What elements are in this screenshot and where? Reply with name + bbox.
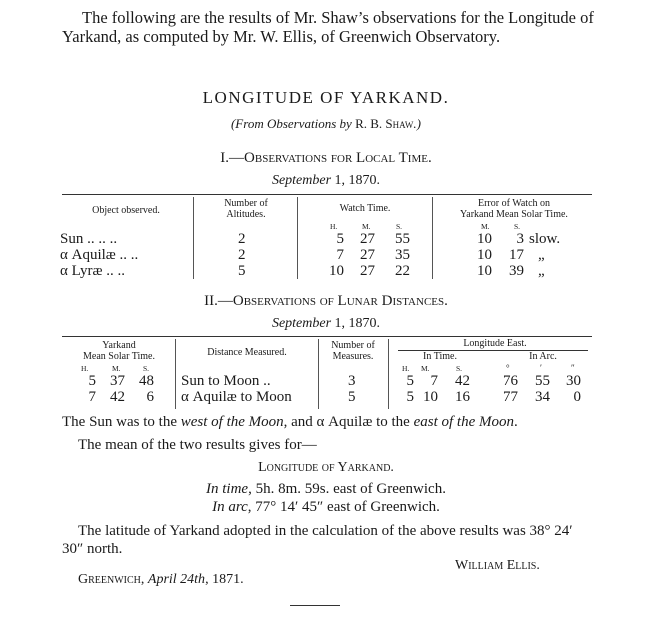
- row-arc-minutes: 34: [535, 389, 550, 405]
- result-in-time-label: In time: [206, 481, 249, 497]
- header-altitudes-line2: Altitudes.: [226, 209, 266, 220]
- mean-note: The mean of the two results gives for—: [78, 437, 317, 453]
- date-year: , 1871.: [205, 572, 244, 587]
- section1-top-rule: [62, 194, 592, 195]
- row-time-minutes: 7: [430, 373, 438, 389]
- row-error-ditto: „: [538, 263, 545, 279]
- closing-rule: [290, 605, 340, 606]
- section1-divider: [297, 197, 298, 279]
- row-time-seconds: 42: [455, 373, 470, 389]
- unit-hours: H.: [81, 364, 89, 373]
- result-title: Longitude of Yarkand.: [258, 460, 394, 475]
- header-in-arc: In Arc.: [529, 351, 557, 362]
- row-yarkand-seconds: 48: [139, 373, 154, 389]
- place: Greenwich: [78, 572, 141, 587]
- signature: William Ellis.: [455, 558, 540, 573]
- row-time-hours: 5: [406, 389, 414, 405]
- page-title: LONGITUDE OF YARKAND.: [202, 88, 450, 107]
- row-error-minutes: 10: [477, 231, 492, 247]
- header-altitudes-line1: Number of: [224, 198, 268, 209]
- intro-paragraph: The following are the results of Mr. Shaw’s observations for the Longitude of Yarkand, as computed by Mr. W. Ellis, of Greenwich Observatory.: [62, 8, 594, 46]
- header-in-time: In Time.: [423, 351, 457, 362]
- row-error-ditto: „: [538, 247, 545, 263]
- section2-divider: [318, 339, 319, 409]
- row-watch-minutes: 27: [360, 231, 375, 247]
- row-time-minutes: 10: [423, 389, 438, 405]
- row-watch-hours: 7: [336, 247, 344, 263]
- header-number-of-altitudes: [198, 198, 294, 220]
- unit-minutes: M.: [112, 364, 121, 373]
- section1-divider: [193, 197, 194, 279]
- unit-hours: H.: [402, 364, 410, 373]
- row-yarkand-minutes: 37: [110, 373, 125, 389]
- result-in-time-value: , 5h. 8m. 59s. east of Greenwich.: [248, 481, 446, 497]
- row-arc-degrees: 77: [503, 389, 518, 405]
- row-error-minutes: 10: [477, 263, 492, 279]
- unit-minutes: M.: [421, 364, 430, 373]
- header-number-of-measures: [320, 340, 386, 362]
- subtitle-author: R. B. Shaw: [355, 116, 414, 131]
- section2-divider: [388, 339, 389, 409]
- sun-note-italic: east of the Moon: [413, 414, 514, 430]
- row-time-hours: 5: [406, 373, 414, 389]
- unit-seconds: S.: [396, 222, 403, 231]
- section2-date-rest: 1, 1870.: [331, 316, 381, 331]
- section2-date: [0, 316, 652, 332]
- row-time-seconds: 16: [455, 389, 470, 405]
- row-watch-seconds: 35: [395, 247, 410, 263]
- section2-heading: II.—Observations of Lunar Distances.: [204, 293, 448, 309]
- row-distance-measured: Sun to Moon ..: [181, 373, 271, 389]
- subtitle-suffix: .): [413, 116, 422, 131]
- row-altitudes: 2: [238, 247, 246, 263]
- header-measures-line1: Number of: [331, 340, 375, 351]
- row-distance-measured: α Aquilæ to Moon: [181, 389, 292, 405]
- header-yarkand-line2: Mean Solar Time.: [83, 351, 155, 362]
- header-yarkand-line1: Yarkand: [102, 340, 136, 351]
- section1-heading: I.—Observations for Local Time.: [220, 150, 432, 166]
- section1-date-rest: 1, 1870.: [331, 173, 381, 188]
- row-error-seconds: 3: [516, 231, 524, 247]
- unit-arcseconds: ″: [571, 363, 575, 373]
- row-watch-minutes: 27: [360, 263, 375, 279]
- section1-date: [0, 173, 652, 189]
- subtitle-prefix: (From Observations by: [230, 116, 356, 131]
- header-measures-line2: Measures.: [332, 351, 374, 362]
- unit-minutes: M.: [362, 222, 371, 231]
- unit-seconds: S.: [456, 364, 463, 373]
- section2-date-month: September: [271, 316, 332, 331]
- section2-top-rule: [62, 336, 592, 337]
- row-yarkand-hours: 5: [88, 373, 96, 389]
- row-error-seconds: 39: [509, 263, 524, 279]
- row-arc-seconds: 0: [573, 389, 581, 405]
- header-longitude-east: Longitude East.: [463, 338, 527, 349]
- row-measures: 5: [348, 389, 356, 405]
- unit-seconds: S.: [143, 364, 150, 373]
- row-measures: 3: [348, 373, 356, 389]
- latitude-note: The latitude of Yarkand adopted in the calculation of the above results was 38° 24′ 30″ north.: [62, 523, 573, 557]
- result-in-arc-value: , 77° 14′ 45″ east of Greenwich.: [247, 499, 440, 515]
- row-yarkand-seconds: 6: [146, 389, 154, 405]
- row-error-seconds: 17: [509, 247, 524, 263]
- row-watch-seconds: 22: [395, 263, 410, 279]
- row-watch-hours: 10: [329, 263, 344, 279]
- row-error-suffix: slow.: [529, 231, 561, 247]
- place-and-date: [78, 572, 244, 588]
- unit-hours: H.: [330, 222, 338, 231]
- unit-minutes: M.: [481, 222, 490, 231]
- row-watch-hours: 5: [336, 231, 344, 247]
- header-watch-time: Watch Time.: [339, 203, 391, 214]
- row-arc-seconds: 30: [566, 373, 581, 389]
- row-object: α Aquilæ .. ..: [60, 247, 139, 263]
- header-yarkand-time: [64, 340, 174, 362]
- result-in-time: [0, 481, 652, 498]
- sun-note-part: , and α Aquilæ to the: [283, 414, 414, 430]
- sun-note-italic: west of the Moon: [180, 414, 284, 430]
- header-error-line1: Error of Watch on: [477, 198, 551, 209]
- subtitle: [0, 116, 652, 132]
- row-arc-degrees: 76: [503, 373, 518, 389]
- header-object-observed: Object observed.: [92, 205, 160, 216]
- unit-degrees: °: [506, 363, 510, 373]
- header-error-of-watch: [434, 198, 594, 220]
- row-watch-minutes: 27: [360, 247, 375, 263]
- row-watch-seconds: 55: [395, 231, 410, 247]
- sun-note: [62, 414, 518, 431]
- row-arc-minutes: 55: [535, 373, 550, 389]
- row-error-minutes: 10: [477, 247, 492, 263]
- header-distance-measured: Distance Measured.: [207, 347, 287, 358]
- row-yarkand-hours: 7: [88, 389, 96, 405]
- date-signed: April 24th: [147, 572, 206, 587]
- unit-seconds: S.: [514, 222, 521, 231]
- result-in-arc-label: In arc: [212, 499, 248, 515]
- section1-date-month: September: [271, 173, 332, 188]
- row-object: Sun .. .. ..: [60, 231, 118, 247]
- sun-note-part: .: [513, 414, 518, 430]
- row-yarkand-minutes: 42: [110, 389, 125, 405]
- section2-divider: [175, 339, 176, 409]
- row-altitudes: 2: [238, 231, 246, 247]
- row-object: α Lyræ .. ..: [60, 263, 125, 279]
- sun-note-part: The Sun was to the: [62, 414, 181, 430]
- unit-arcminutes: ′: [540, 363, 542, 373]
- date-separator: ,: [140, 572, 148, 587]
- section1-divider: [432, 197, 433, 279]
- row-altitudes: 5: [238, 263, 246, 279]
- result-in-arc: [0, 499, 652, 516]
- header-error-line2: Yarkand Mean Solar Time.: [460, 209, 568, 220]
